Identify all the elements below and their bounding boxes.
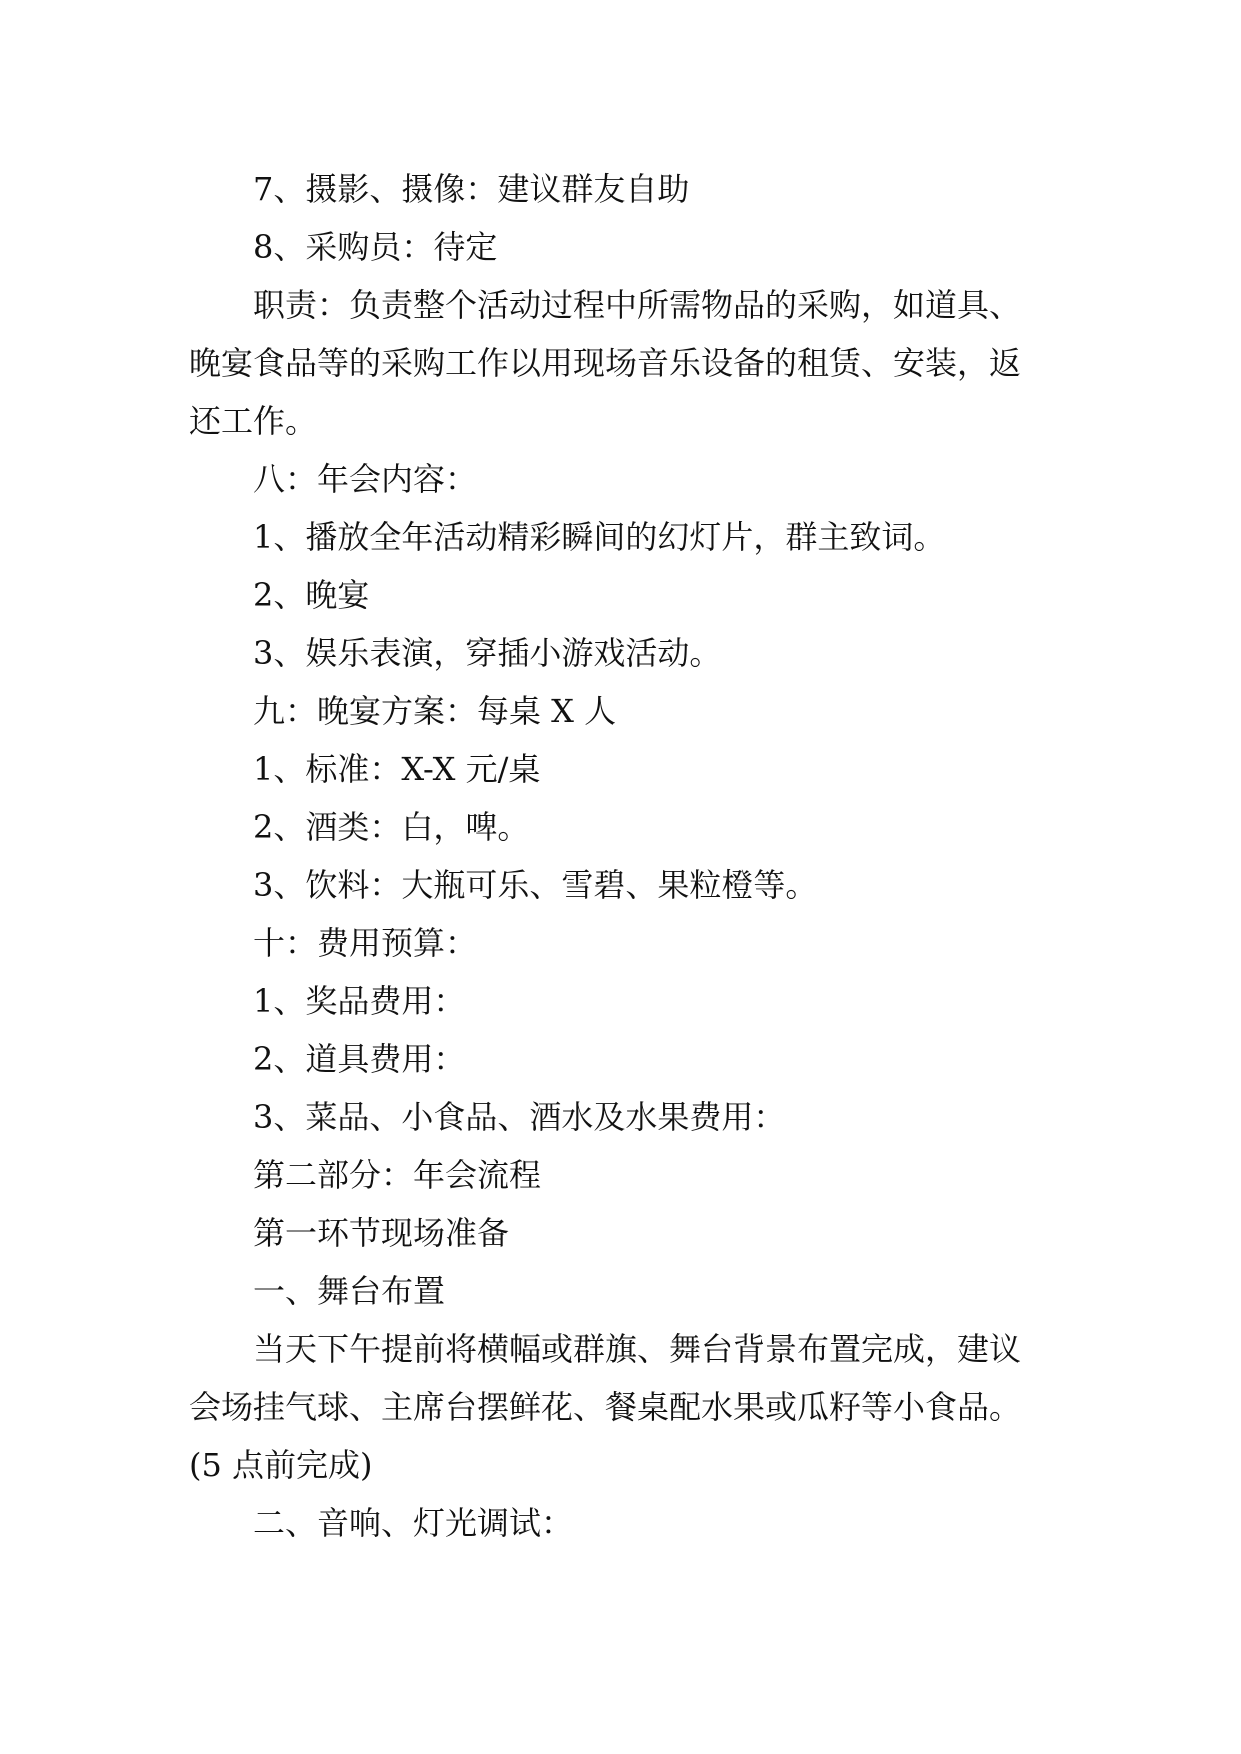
heading-annual-content: 八：年会内容： (253, 460, 478, 498)
heading-first-section: 第一环节现场准备 (253, 1214, 510, 1252)
line-banquet-3: 3、饮料：大瓶可乐、雪碧、果粒橙等。 (253, 866, 818, 904)
line-setup-2: 会场挂气球、主席台摆鲜花、餐桌配水果或瓜籽等小食品。 (189, 1388, 1022, 1426)
line-banquet-1: 1、标准：X-X 元/桌 (253, 750, 541, 788)
document-body (189, 160, 1069, 1552)
line-purchaser: 8、采购员：待定 (253, 228, 498, 266)
line-budget-3: 3、菜品、小食品、酒水及水果费用： (253, 1098, 786, 1136)
line-setup-3: (5 点前完成) (189, 1446, 373, 1484)
line-duty-1: 职责：负责整个活动过程中所需物品的采购，如道具、 (253, 286, 1022, 324)
heading-sound-light: 二、音响、灯光调试： (253, 1504, 574, 1542)
line-setup-1: 当天下午提前将横幅或群旗、舞台背景布置完成，建议 (253, 1330, 1022, 1368)
line-budget-2: 2、道具费用： (253, 1040, 466, 1078)
line-content-3: 3、娱乐表演，穿插小游戏活动。 (253, 634, 722, 672)
heading-part-two: 第二部分：年会流程 (253, 1156, 542, 1194)
line-duty-3: 还工作。 (189, 402, 318, 440)
line-budget-1: 1、奖品费用： (253, 982, 466, 1020)
line-banquet-2: 2、酒类：白，啤。 (253, 808, 530, 846)
heading-banquet-plan: 九：晚宴方案：每桌 X 人 (253, 692, 617, 730)
line-photography: 7、摄影、摄像：建议群友自助 (253, 170, 690, 208)
heading-stage-setup: 一、舞台布置 (253, 1272, 446, 1310)
line-duty-2: 晚宴食品等的采购工作以用现场音乐设备的租赁、安装，返 (189, 344, 1022, 382)
line-content-2: 2、晚宴 (253, 576, 370, 614)
heading-budget: 十：费用预算： (253, 924, 478, 962)
line-content-1: 1、播放全年活动精彩瞬间的幻灯片，群主致词。 (253, 518, 946, 556)
